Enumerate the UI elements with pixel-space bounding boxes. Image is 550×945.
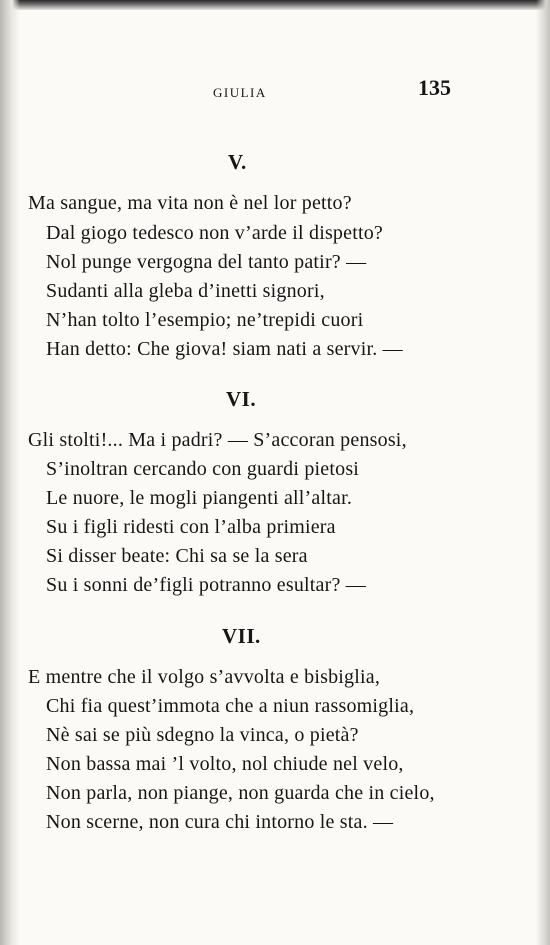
verse-line: Non bassa mai ’l volto, nol chiude nel velo, — [46, 753, 404, 775]
verse-line: Chi fia quest’immota che a niun rassomiglia, — [46, 695, 415, 717]
verse-line: N’han tolto l’esempio; ne’trepidi cuori — [46, 309, 364, 331]
verse-line: Le nuore, le mogli piangenti all’altar. — [46, 487, 353, 509]
verse-line: Dal giogo tedesco non v’arde il dispetto? — [46, 222, 383, 244]
page-top-edge — [0, 0, 550, 10]
verse-line: S’inoltran cercando con guardi pietosi — [46, 458, 360, 480]
verse-line: Gli stolti!... Ma i padri? — S’accoran pensosi, — [28, 429, 407, 451]
section-numeral-v: V. — [228, 150, 247, 174]
verse-line: E mentre che il volgo s’avvolta e bisbiglia, — [28, 666, 381, 688]
section-numeral-vi: VI. — [226, 387, 257, 411]
section-numeral-vii: VII. — [222, 624, 261, 648]
page-left-edge — [0, 0, 20, 945]
verse-line: Si disser beate: Chi sa se la sera — [46, 545, 308, 567]
verse-line: Non scerne, non cura chi intorno le sta. — — [46, 811, 394, 833]
page-number: 135 — [418, 75, 451, 100]
verse-line: Su i sonni de’figli potranno esultar? — — [46, 574, 366, 596]
verse-line: Ma sangue, ma vita non è nel lor petto? — [28, 192, 352, 214]
verse-line: Han detto: Che giova! siam nati a servir. — — [46, 338, 403, 360]
verse-line: Su i figli ridesti con l’alba primiera — [46, 516, 336, 538]
verse-line: Nè sai se più sdegno la vinca, o pietà? — [46, 724, 359, 746]
verse-line: Sudanti alla gleba d’inetti signori, — [46, 280, 325, 302]
running-title: GIULIA — [213, 85, 267, 100]
verse-line: Nol punge vergogna del tanto patir? — — [46, 251, 367, 273]
verse-line: Non parla, non piange, non guarda che in cielo, — [46, 782, 435, 804]
page-right-edge — [536, 0, 550, 945]
